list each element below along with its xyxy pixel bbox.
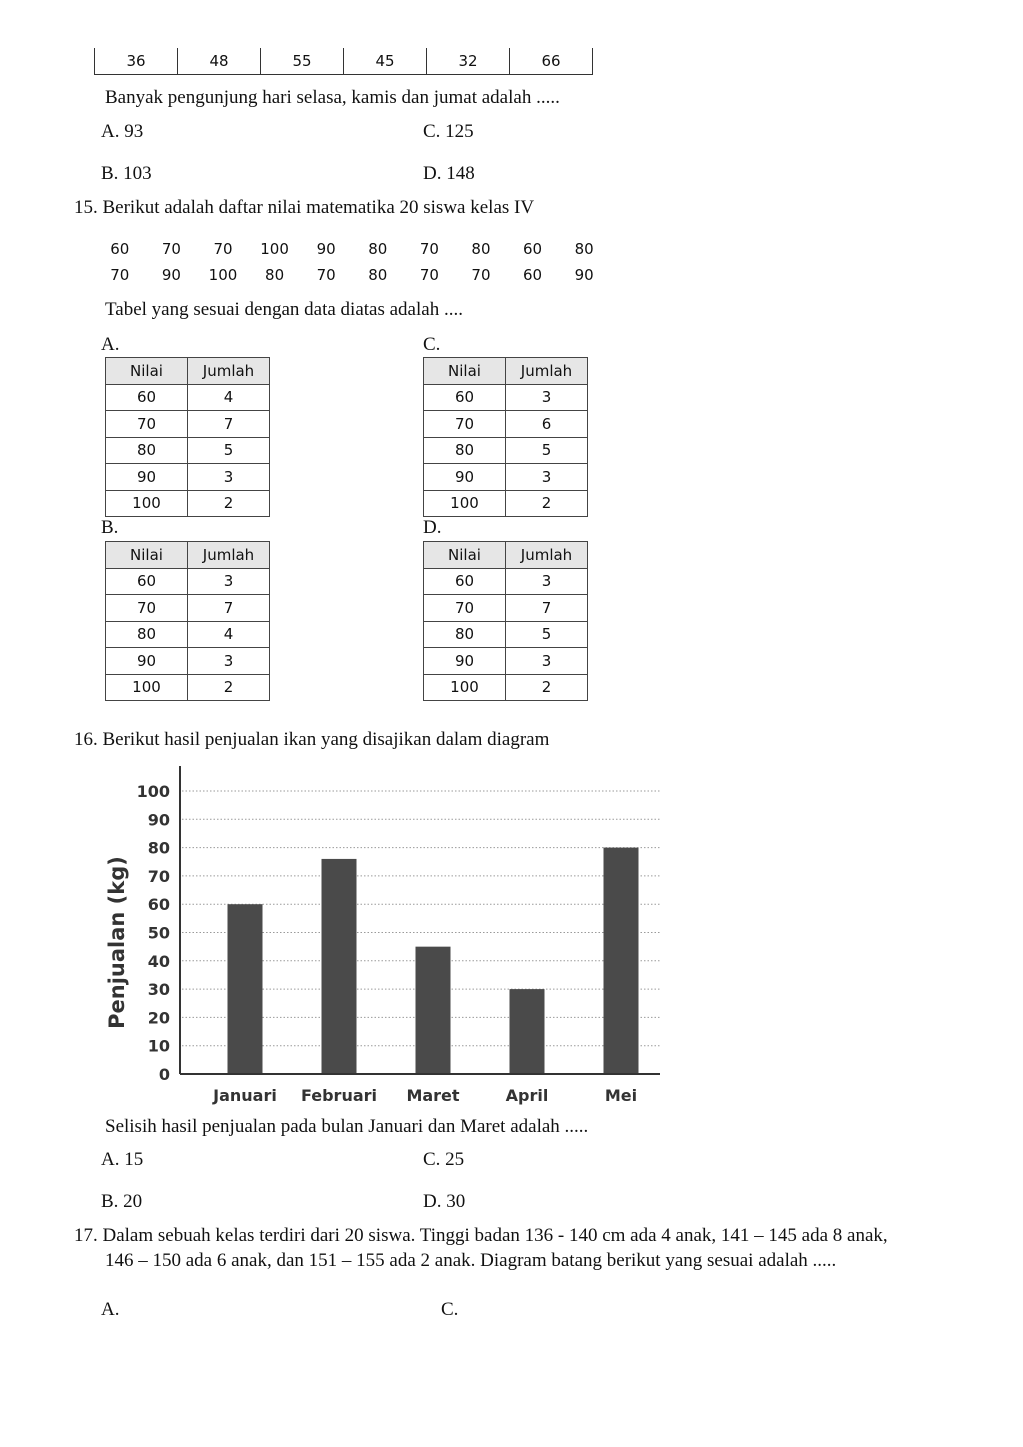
q15-option-a-label: A.	[101, 334, 120, 355]
sales-bar-chart	[95, 758, 670, 1110]
cell-nilai: 80	[106, 437, 188, 464]
q17-option-c-label: C.	[441, 1299, 459, 1320]
y-axis-label: Penjualan (kg)	[105, 856, 129, 1029]
cell-jumlah: 3	[188, 648, 270, 675]
q16-option-d: D. 30	[423, 1191, 466, 1212]
y-tick-label: 100	[136, 782, 170, 801]
cell-nilai: 60	[424, 384, 506, 411]
score-value: 100	[260, 240, 289, 258]
cell-jumlah: 2	[188, 674, 270, 701]
score-value: 90	[161, 266, 181, 284]
q15-question: 15. Berikut adalah daftar nilai matematika 20 siswa kelas IV	[74, 197, 535, 218]
table-row	[106, 568, 270, 595]
y-tick-label: 10	[147, 1036, 170, 1056]
cell-nilai: 90	[106, 648, 188, 675]
score-value: 70	[213, 240, 233, 258]
score-value: 80	[368, 266, 388, 284]
cell-nilai: 80	[424, 621, 506, 648]
bar	[322, 859, 357, 1074]
table-row	[106, 674, 270, 701]
q15-option-b-label: B.	[101, 517, 119, 538]
table-cell: 36	[94, 48, 178, 74]
header-nilai: Nilai	[424, 358, 506, 385]
score-value: 90	[574, 266, 594, 284]
y-tick-label: 40	[147, 951, 170, 971]
scores-list	[94, 236, 610, 288]
q16-option-c: C. 25	[423, 1149, 465, 1170]
cell-jumlah: 5	[506, 437, 588, 464]
table-row	[106, 464, 270, 491]
cell-nilai: 70	[106, 411, 188, 438]
table-row	[424, 674, 588, 701]
cell-nilai: 100	[106, 490, 188, 517]
cell-jumlah: 4	[188, 384, 270, 411]
table-row	[424, 595, 588, 622]
table-row	[106, 595, 270, 622]
cell-jumlah: 7	[188, 595, 270, 622]
header-jumlah: Jumlah	[188, 542, 270, 569]
q16-option-a: A. 15	[101, 1149, 144, 1170]
scores-row	[94, 262, 610, 288]
table-cell: 66	[510, 48, 593, 74]
cell-nilai: 60	[106, 384, 188, 411]
y-tick-label: 90	[147, 810, 170, 830]
cell-nilai: 80	[106, 621, 188, 648]
q15-table-c	[423, 357, 588, 517]
score-value: 60	[523, 266, 543, 284]
cell-nilai: 100	[424, 490, 506, 517]
q16-prompt: Selisih hasil penjualan pada bulan Januari dan Maret adalah .....	[105, 1116, 589, 1137]
score-value: 70	[419, 266, 439, 284]
score-value: 70	[316, 266, 336, 284]
table-row	[106, 648, 270, 675]
cell-jumlah: 3	[506, 464, 588, 491]
cell-nilai: 60	[106, 568, 188, 595]
cell-nilai: 80	[424, 437, 506, 464]
table-cell: 48	[178, 48, 261, 74]
score-value: 80	[265, 266, 285, 284]
header-jumlah: Jumlah	[506, 358, 588, 385]
score-value: 70	[110, 266, 130, 284]
y-tick-label: 80	[147, 838, 170, 858]
score-value: 100	[208, 266, 238, 284]
cell-jumlah: 3	[506, 568, 588, 595]
previous-question-table-row	[94, 48, 593, 75]
table-cell: 45	[344, 48, 427, 74]
table-row	[424, 648, 588, 675]
y-tick-label: 0	[158, 1065, 170, 1084]
q14-question: Banyak pengunjung hari selasa, kamis dan jumat adalah .....	[105, 87, 560, 108]
score-value: 60	[110, 240, 130, 258]
cell-jumlah: 2	[506, 674, 588, 701]
q15-table-b	[105, 541, 270, 701]
cell-jumlah: 4	[188, 621, 270, 648]
cell-jumlah: 3	[188, 464, 270, 491]
cell-jumlah: 7	[188, 411, 270, 438]
scores-row	[94, 236, 610, 262]
q16-option-b: B. 20	[101, 1191, 143, 1212]
x-tick-label: Maret	[406, 1086, 460, 1105]
table-row	[106, 384, 270, 411]
cell-nilai: 90	[424, 648, 506, 675]
x-tick-label: Mei	[604, 1086, 638, 1105]
bar	[510, 989, 545, 1074]
table-row	[106, 437, 270, 464]
table-row	[106, 411, 270, 438]
cell-jumlah: 5	[506, 621, 588, 648]
cell-nilai: 90	[106, 464, 188, 491]
header-jumlah: Jumlah	[506, 542, 588, 569]
bar	[228, 904, 263, 1074]
table-cell: 55	[261, 48, 344, 74]
score-value: 70	[471, 266, 491, 284]
cell-nilai: 70	[424, 595, 506, 622]
table-cell: 32	[427, 48, 510, 74]
q17-question-line2: 146 – 150 ada 6 anak, dan 151 – 155 ada 2 anak. Diagram batang berikut yang sesuai adalah .....	[105, 1250, 837, 1271]
table-row	[424, 411, 588, 438]
q15-table-a	[105, 357, 270, 517]
table-row	[106, 621, 270, 648]
cell-jumlah: 2	[506, 490, 588, 517]
cell-jumlah: 2	[188, 490, 270, 517]
table-row	[424, 464, 588, 491]
table-row	[424, 621, 588, 648]
bar	[604, 848, 639, 1074]
score-value: 70	[419, 240, 439, 258]
score-value: 70	[161, 240, 181, 258]
q14-option-a: A. 93	[101, 121, 144, 142]
x-tick-label: April	[505, 1086, 549, 1105]
cell-jumlah: 7	[506, 595, 588, 622]
q15-table-d	[423, 541, 588, 701]
q15-option-d-label: D.	[423, 517, 442, 538]
q16-question: 16. Berikut hasil penjualan ikan yang disajikan dalam diagram	[74, 729, 550, 750]
cell-nilai: 90	[424, 464, 506, 491]
table-row	[424, 384, 588, 411]
score-value: 80	[471, 240, 491, 258]
score-value: 60	[523, 240, 543, 258]
x-tick-label: Februari	[300, 1086, 378, 1105]
table-row	[424, 437, 588, 464]
cell-jumlah: 3	[506, 384, 588, 411]
y-tick-label: 30	[147, 980, 170, 1000]
table-row	[424, 568, 588, 595]
y-tick-label: 50	[147, 923, 170, 943]
q14-option-c: C. 125	[423, 121, 474, 142]
cell-nilai: 60	[424, 568, 506, 595]
y-tick-label: 70	[147, 866, 170, 886]
q15-option-c-label: C.	[423, 334, 441, 355]
cell-jumlah: 3	[188, 568, 270, 595]
table-row	[424, 490, 588, 517]
cell-jumlah: 5	[188, 437, 270, 464]
cell-nilai: 100	[424, 674, 506, 701]
score-value: 90	[316, 240, 336, 258]
x-tick-label: Januari	[213, 1086, 277, 1105]
header-nilai: Nilai	[106, 358, 188, 385]
header-jumlah: Jumlah	[188, 358, 270, 385]
y-tick-label: 60	[147, 895, 170, 915]
y-tick-label: 20	[147, 1008, 170, 1028]
header-nilai: Nilai	[424, 542, 506, 569]
cell-nilai: 70	[424, 411, 506, 438]
table-row	[106, 490, 270, 517]
q14-option-b: B. 103	[101, 163, 152, 184]
score-value: 80	[368, 240, 388, 258]
cell-nilai: 100	[106, 674, 188, 701]
cell-jumlah: 3	[506, 648, 588, 675]
score-value: 80	[574, 240, 594, 258]
q14-option-d: D. 148	[423, 163, 475, 184]
cell-nilai: 70	[106, 595, 188, 622]
bar	[416, 947, 451, 1074]
q17-option-a-label: A.	[101, 1299, 120, 1320]
header-nilai: Nilai	[106, 542, 188, 569]
q17-question-line1: 17. Dalam sebuah kelas terdiri dari 20 siswa. Tinggi badan 136 - 140 cm ada 4 anak, 141 – 145 ada 8 anak,	[74, 1225, 888, 1246]
cell-jumlah: 6	[506, 411, 588, 438]
q15-prompt: Tabel yang sesuai dengan data diatas adalah ....	[105, 299, 463, 320]
